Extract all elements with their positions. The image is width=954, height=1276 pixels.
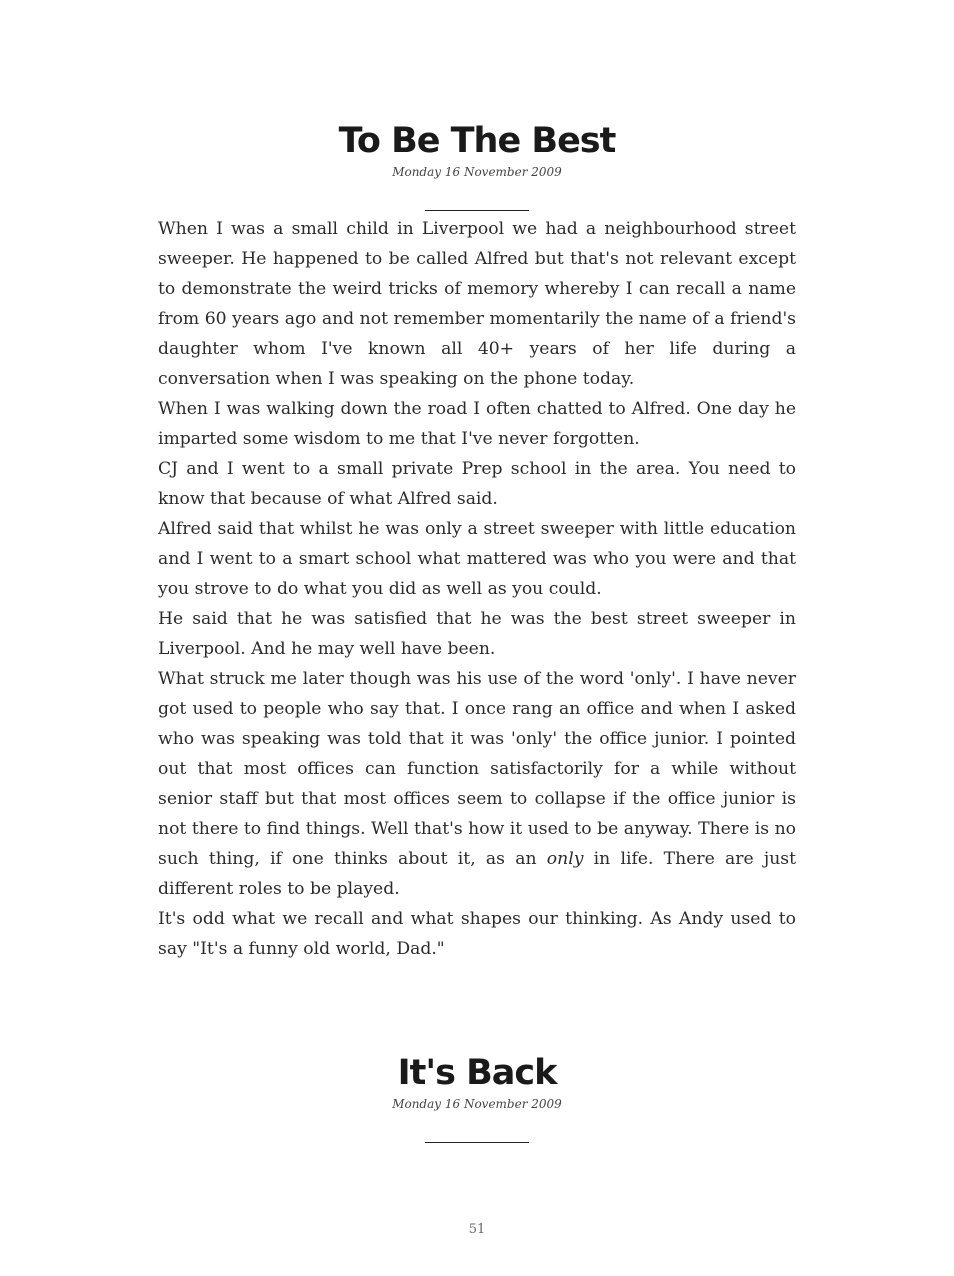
- emphasized-word: only: [546, 849, 584, 869]
- paragraph: Alfred said that whilst he was only a street sweeper with little education and I went to a smart school what mattered was who you were and that you strove to do what you did as well as you could.: [158, 519, 796, 599]
- paragraph: CJ and I went to a small private Prep school in the area. You need to know that because of what Alfred said.: [158, 459, 796, 509]
- paragraph: [158, 664, 796, 904]
- post-its-back: [158, 1050, 796, 1146]
- paragraph: It's odd what we recall and what shapes our thinking. As Andy used to say "It's a funny old world, Dad.": [158, 909, 796, 959]
- title-separator: [158, 1122, 796, 1146]
- post-title: It's Back: [397, 1053, 557, 1093]
- post-date: Monday 16 November 2009: [392, 1097, 562, 1111]
- paragraph: When I was a small child in Liverpool we had a neighbourhood street sweeper. He happened to be called Alfred but that's not relevant except to demonstrate the weird tricks of memory whereby I can recall a name from 60 years ago and not remember momentarily the name of a friend's daughter whom I've known all 40+ years of her life during a conversation when I was speaking on the phone today.: [158, 219, 796, 389]
- post-date: Monday 16 November 2009: [392, 165, 562, 179]
- paragraph-text: What struck me later though was his use of the word 'only'. I have never got used to people who say that. I once rang an office and when I asked who was speaking was told that it was 'only' the office junior. I pointed out that most offices can function satisfactorily for a while without senior staff but that most offices seem to collapse if the office junior is not there to find things. Well that's how it used to be anyway. There is no such thing, if one thinks about it, as an: [158, 669, 796, 869]
- paragraph-text-tail: in life. There are just different roles to be played.: [158, 849, 796, 899]
- separator-line: [425, 190, 529, 211]
- paragraph: He said that he was satisfied that he was the best street sweeper in Liverpool. And he may well have been.: [158, 609, 796, 659]
- post-to-be-the-best: [158, 118, 796, 964]
- paragraph: When I was walking down the road I often chatted to Alfred. One day he imparted some wisdom to me that I've never forgotten.: [158, 399, 796, 449]
- page-number: 51: [468, 1222, 486, 1237]
- separator-line: [425, 1122, 529, 1143]
- post-title: To Be The Best: [338, 121, 616, 161]
- post-body: [158, 214, 796, 964]
- title-separator: [158, 190, 796, 214]
